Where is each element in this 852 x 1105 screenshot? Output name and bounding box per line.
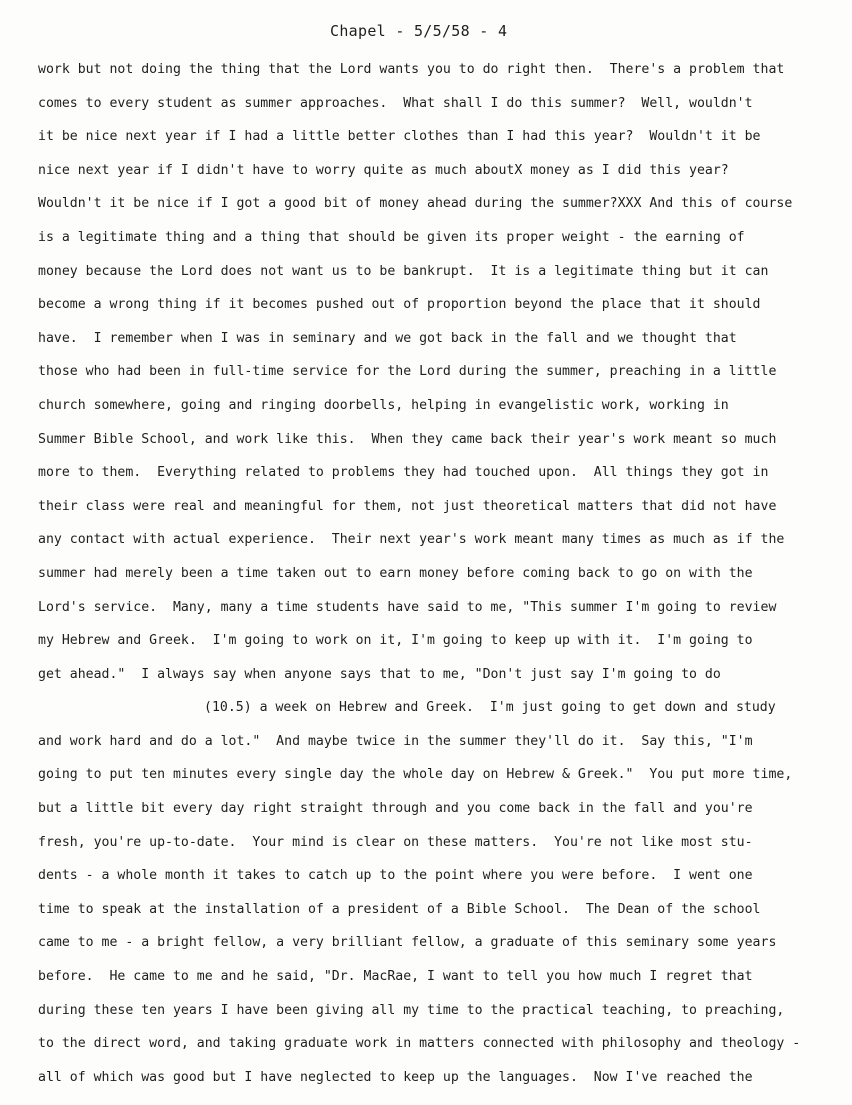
text-line: my Hebrew and Greek. I'm going to work on it, I'm going to keep up with it. I'm going to xyxy=(38,633,753,649)
text-line: get ahead." I always say when anyone says that to me, "Don't just say I'm going to do xyxy=(38,666,721,682)
text-line: fresh, you're up-to-date. Your mind is clear on these matters. You're not like most stu- xyxy=(38,834,753,850)
text-line: summer had merely been a time taken out to earn money before coming back to go on with the xyxy=(38,565,753,581)
text-line: Wouldn't it be nice if I got a good bit of money ahead during the summer?XXX And this of course xyxy=(38,196,793,212)
text-line: going to put ten minutes every single day the whole day on Hebrew & Greek." You put more time, xyxy=(38,767,793,783)
text-line: to the direct word, and taking graduate work in matters connected with philosophy and theology - xyxy=(38,1036,801,1052)
text-line: all of which was good but I have neglected to keep up the languages. Now I've reached the xyxy=(38,1069,753,1085)
text-line: Lord's service. Many, many a time students have said to me, "This summer I'm going to review xyxy=(38,599,777,615)
text-line: Summer Bible School, and work like this. When they came back their year's work meant so much xyxy=(38,431,777,447)
text-line: church somewhere, going and ringing doorbells, helping in evangelistic work, working in xyxy=(38,397,729,413)
text-line: but a little bit every day right straight through and you come back in the fall and you're xyxy=(38,801,753,817)
page-header: Chapel - 5/5/58 - 4 xyxy=(330,22,508,40)
text-line: more to them. Everything related to problems they had touched upon. All things they got in xyxy=(38,465,769,481)
text-line: came to me - a bright fellow, a very brilliant fellow, a graduate of this seminary some years xyxy=(38,935,777,951)
text-line: their class were real and meaningful for them, not just theoretical matters that did not have xyxy=(38,498,777,514)
text-line: money because the Lord does not want us to be bankrupt. It is a legitimate thing but it can xyxy=(38,263,769,279)
text-line: it be nice next year if I had a little better clothes than I had this year? Wouldn't it be xyxy=(38,129,761,145)
text-line: during these ten years I have been giving all my time to the practical teaching, to preaching, xyxy=(38,1002,785,1018)
transcript-body xyxy=(38,58,838,1099)
text-line: is a legitimate thing and a thing that should be given its proper weight - the earning of xyxy=(38,229,745,245)
text-line: have. I remember when I was in seminary and we got back in the fall and we thought that xyxy=(38,330,737,346)
text-line: and work hard and do a lot." And maybe twice in the summer they'll do it. Say this, "I'm xyxy=(38,733,753,749)
text-line-indented: (10.5) a week on Hebrew and Greek. I'm just going to get down and study xyxy=(204,700,776,716)
text-line: nice next year if I didn't have to worry quite as much aboutX money as I did this year? xyxy=(38,162,729,178)
text-line: work but not doing the thing that the Lord wants you to do right then. There's a problem that xyxy=(38,62,785,77)
text-line: dents - a whole month it takes to catch up to the point where you were before. I went one xyxy=(38,868,753,884)
text-line: comes to every student as summer approaches. What shall I do this summer? Well, wouldn't xyxy=(38,95,753,111)
text-line: those who had been in full-time service for the Lord during the summer, preaching in a little xyxy=(38,364,777,380)
text-line: any contact with actual experience. Their next year's work meant many times as much as if the xyxy=(38,532,785,548)
text-line: become a wrong thing if it becomes pushed out of proportion beyond the place that it should xyxy=(38,297,761,313)
text-line: before. He came to me and he said, "Dr. MacRae, I want to tell you how much I regret that xyxy=(38,969,753,985)
text-line: time to speak at the installation of a president of a Bible School. The Dean of the school xyxy=(38,901,761,917)
